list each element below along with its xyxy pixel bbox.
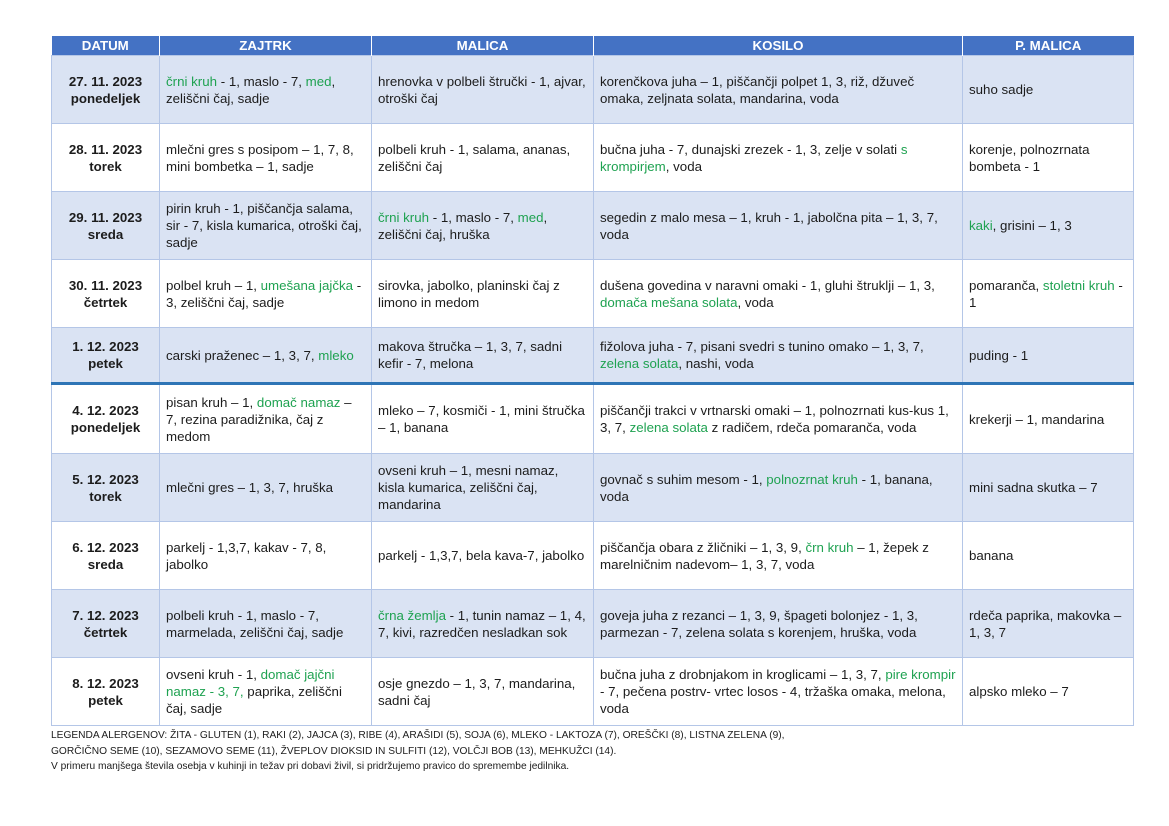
weekday-text: ponedeljek: [70, 90, 141, 106]
menu-row: [52, 522, 1134, 590]
highlighted-food-text: polnozrnat kruh: [766, 471, 858, 487]
food-text: parkelj - 1,3,7, bela kava-7, jabolko: [378, 548, 585, 563]
kosilo-cell: [594, 192, 963, 260]
menu-row: [52, 590, 1134, 658]
date-text: 7. 12. 2023: [72, 607, 139, 623]
header-datum: DATUM: [52, 36, 160, 56]
highlighted-food-text: stoletni kruh: [1042, 277, 1115, 293]
date-text: 6. 12. 2023: [72, 539, 139, 555]
highlighted-food-text: zelena solata: [600, 356, 679, 371]
weekday-text: četrtek: [83, 294, 128, 310]
date-cell: [52, 658, 160, 726]
highlighted-food-text: črni kruh: [166, 73, 217, 89]
weekday-text: sreda: [87, 556, 124, 572]
food-text: bučna juha z drobnjakom in kroglicami – 1, 3, 7,: [600, 667, 886, 682]
weekday-text: sreda: [87, 226, 124, 242]
p-malica-cell: [963, 56, 1134, 124]
header-malica: MALICA: [372, 36, 594, 56]
p-malica-cell: [963, 454, 1134, 522]
food-text: piščančji trakci v vrtnarski omaki – 1, polnozrnati kus-kus 1, 3, 7,: [600, 403, 949, 435]
highlighted-food-text: domač jajčni namaz - 3, 7,: [166, 667, 335, 699]
date-text: 1. 12. 2023: [72, 339, 139, 354]
date-cell: [52, 384, 160, 454]
allergen-legend: [51, 728, 1141, 775]
food-text: ovseni kruh – 1, mesni namaz, kisla kumarica, zeliščni čaj, mandarina: [378, 463, 559, 512]
kosilo-cell: [594, 260, 963, 328]
header-zajtrk: ZAJTRK: [160, 36, 372, 56]
food-text: mlečni gres – 1, 3, 7, hruška: [166, 480, 334, 495]
food-text: segedin z malo mesa – 1, kruh - 1, jabolčna pita – 1, 3, 7, voda: [600, 209, 938, 242]
menu-change-note: V primeru manjšega števila osebja v kuhinji in težav pri dobavi živil, si pridržujemo pravico do spremembe jedilnika.: [51, 761, 570, 772]
food-text: polbel kruh – 1,: [166, 277, 261, 293]
food-text: - 3, zeliščni čaj, sadje: [166, 277, 362, 310]
menu-row: [52, 260, 1134, 328]
malica-cell: [372, 56, 594, 124]
food-text: - 1: [969, 277, 1123, 310]
weekday-text: četrtek: [83, 624, 128, 640]
p-malica-cell: [963, 522, 1134, 590]
zajtrk-cell: [160, 124, 372, 192]
highlighted-food-text: umešana jajčka: [260, 277, 354, 293]
p-malica-cell: [963, 260, 1134, 328]
food-text: banana: [969, 548, 1014, 563]
date-text: 30. 11. 2023: [68, 277, 143, 293]
highlighted-food-text: črna žemlja: [378, 607, 446, 623]
highlighted-food-text: zelena solata: [629, 420, 708, 435]
malica-cell: [372, 454, 594, 522]
weekday-text: petek: [88, 356, 123, 371]
weekly-menu-table: [51, 36, 1134, 726]
food-text: z radičem, rdeča pomaranča, voda: [707, 420, 917, 435]
date-cell: [52, 260, 160, 328]
food-text: krekerji – 1, mandarina: [969, 411, 1105, 427]
highlighted-food-text: med: [517, 209, 544, 225]
zajtrk-cell: [160, 590, 372, 658]
food-text: mlečni gres s posipom – 1, 7, 8, mini bombetka – 1, sadje: [166, 141, 354, 174]
header-p-malica: P. MALICA: [963, 36, 1134, 56]
zajtrk-cell: [160, 454, 372, 522]
food-text: polbeli kruh - 1, salama, ananas, zeliščni čaj: [378, 141, 571, 174]
highlighted-food-text: črn kruh: [805, 539, 854, 555]
p-malica-cell: [963, 658, 1134, 726]
date-text: 28. 11. 2023: [68, 141, 143, 157]
food-text: korenje, polnozrnata bombeta - 1: [969, 141, 1090, 174]
food-text: korenčkova juha – 1, piščančji polpet 1, 3, riž, džuveč omaka, zeljnata solata, mandarina, voda: [600, 73, 915, 106]
food-text: carski praženec – 1, 3, 7,: [166, 347, 319, 363]
food-text: sirovka, jabolko, planinski čaj z limono in medom: [378, 277, 560, 310]
food-text: , nashi, voda: [678, 356, 754, 371]
food-text: paprika, zeliščni čaj, sadje: [166, 684, 342, 716]
kosilo-cell: [594, 56, 963, 124]
malica-cell: [372, 260, 594, 328]
menu-row: [52, 124, 1134, 192]
malica-cell: [372, 590, 594, 658]
food-text: polbeli kruh - 1, maslo - 7, marmelada, zeliščni čaj, sadje: [166, 607, 344, 640]
food-text: mleko – 7, kosmiči - 1, mini štručka – 1, banana: [378, 403, 585, 435]
date-cell: [52, 522, 160, 590]
zajtrk-cell: [160, 328, 372, 384]
date-cell: [52, 124, 160, 192]
kosilo-cell: [594, 328, 963, 384]
p-malica-cell: [963, 328, 1134, 384]
kosilo-cell: [594, 522, 963, 590]
malica-cell: [372, 124, 594, 192]
kosilo-cell: [594, 590, 963, 658]
p-malica-cell: [963, 192, 1134, 260]
menu-rows: [52, 56, 1134, 726]
malica-cell: [372, 192, 594, 260]
menu-row: [52, 192, 1134, 260]
menu-row: [52, 454, 1134, 522]
date-text: 29. 11. 2023: [68, 209, 143, 225]
food-text: - 7, pečena postrv- vrtec losos - 4, tržaška omaka, melona, voda: [600, 684, 946, 716]
zajtrk-cell: [160, 56, 372, 124]
p-malica-cell: [963, 384, 1134, 454]
zajtrk-cell: [160, 192, 372, 260]
food-text: alpsko mleko – 7: [969, 684, 1069, 699]
legend-line-1: LEGENDA ALERGENOV: ŽITA - GLUTEN (1), RAKI (2), JAJCA (3), RIBE (4), ARAŠIDI (5), SOJA (6), MLEKO - LAKTOZA (7), OREŠČKI (8), LISTNA ZELENA (9),: [51, 730, 785, 741]
weekday-text: torek: [89, 158, 122, 174]
food-text: , zeliščni čaj, sadje: [166, 73, 336, 106]
menu-row: [52, 658, 1134, 726]
food-text: bučna juha - 7, dunajski zrezek - 1, 3, zelje v solati: [600, 141, 901, 157]
malica-cell: [372, 658, 594, 726]
p-malica-cell: [963, 124, 1134, 192]
kosilo-cell: [594, 658, 963, 726]
highlighted-food-text: pire krompir: [885, 667, 956, 682]
highlighted-food-text: kaki: [969, 218, 993, 233]
date-text: 8. 12. 2023: [72, 675, 139, 691]
highlighted-food-text: domača mešana solata: [600, 294, 738, 310]
food-text: , zeliščni čaj, hruška: [378, 209, 548, 242]
date-cell: [52, 192, 160, 260]
weekday-text: ponedeljek: [70, 420, 141, 435]
date-cell: [52, 328, 160, 384]
food-text: suho sadje: [969, 82, 1034, 97]
food-text: pomaranča,: [969, 277, 1043, 293]
header-kosilo: KOSILO: [594, 36, 963, 56]
kosilo-cell: [594, 384, 963, 454]
food-text: rdeča paprika, makovka – 1, 3, 7: [969, 607, 1122, 640]
date-text: 4. 12. 2023: [72, 403, 139, 418]
p-malica-cell: [963, 590, 1134, 658]
food-text: parkelj - 1,3,7, kakav - 7, 8, jabolko: [166, 539, 327, 572]
menu-row: [52, 56, 1134, 124]
food-text: fižolova juha - 7, pisani svedri s tunino omako – 1, 3, 7,: [600, 339, 924, 354]
zajtrk-cell: [160, 658, 372, 726]
weekday-text: torek: [89, 488, 122, 504]
food-text: osje gnezdo – 1, 3, 7, mandarina, sadni čaj: [378, 675, 576, 708]
food-text: makova štručka – 1, 3, 7, sadni kefir - 7, melona: [378, 339, 563, 371]
food-text: , voda: [665, 158, 702, 174]
food-text: – 1, žepek z marelničnim nadevom– 1, 3, 7, voda: [600, 539, 929, 572]
legend-line-2: GORČIČNO SEME (10), SEZAMOVO SEME (11), ŽVEPLOV DIOKSID IN SULFITI (12), VOLČJI BOB (13), MEHKUŽCI (14).: [51, 745, 617, 757]
highlighted-food-text: s krompirjem: [600, 141, 908, 174]
date-cell: [52, 56, 160, 124]
weekday-text: petek: [88, 692, 123, 708]
food-text: puding - 1: [969, 347, 1029, 363]
food-text: goveja juha z rezanci – 1, 3, 9, špageti bolonjez - 1, 3, parmezan - 7, zelena solata s korenjem, hruška, voda: [600, 607, 918, 640]
food-text: pirin kruh - 1, piščančja salama, sir - 7, kisla kumarica, otroški čaj, sadje: [166, 201, 362, 250]
highlighted-food-text: med: [305, 73, 332, 89]
food-text: ovseni kruh - 1,: [166, 667, 261, 682]
kosilo-cell: [594, 454, 963, 522]
date-cell: [52, 590, 160, 658]
menu-row: [52, 384, 1134, 454]
menu-row: [52, 328, 1134, 384]
zajtrk-cell: [160, 384, 372, 454]
malica-cell: [372, 522, 594, 590]
malica-cell: [372, 384, 594, 454]
highlighted-food-text: domač namaz: [256, 394, 341, 410]
highlighted-food-text: črni kruh: [378, 209, 429, 225]
date-text: 5. 12. 2023: [72, 471, 139, 487]
food-text: hrenovka v polbeli štručki - 1, ajvar, otroški čaj: [378, 73, 586, 106]
zajtrk-cell: [160, 522, 372, 590]
date-text: 27. 11. 2023: [68, 73, 143, 89]
food-text: dušena govedina v naravni omaki - 1, gluhi štruklji – 1, 3,: [600, 277, 935, 293]
highlighted-food-text: mleko: [318, 347, 354, 363]
food-text: - 1, banana, voda: [600, 471, 933, 504]
food-text: govnač s suhim mesom - 1,: [600, 471, 767, 487]
zajtrk-cell: [160, 260, 372, 328]
kosilo-cell: [594, 124, 963, 192]
food-text: – 7, rezina paradižnika, čaj z medom: [166, 394, 352, 444]
food-text: mini sadna skutka – 7: [969, 480, 1098, 495]
date-cell: [52, 454, 160, 522]
food-text: - 1, maslo - 7,: [217, 73, 306, 89]
header-row: [52, 36, 1134, 56]
food-text: pisan kruh – 1,: [166, 394, 257, 410]
food-text: , grisini – 1, 3: [992, 218, 1072, 233]
food-text: - 1, maslo - 7,: [429, 209, 518, 225]
food-text: , voda: [737, 294, 774, 310]
food-text: - 1, tunin namaz – 1, 4, 7, kivi, razredčen nesladkan sok: [378, 607, 586, 640]
malica-cell: [372, 328, 594, 384]
food-text: piščančja obara z žličniki – 1, 3, 9,: [600, 539, 806, 555]
